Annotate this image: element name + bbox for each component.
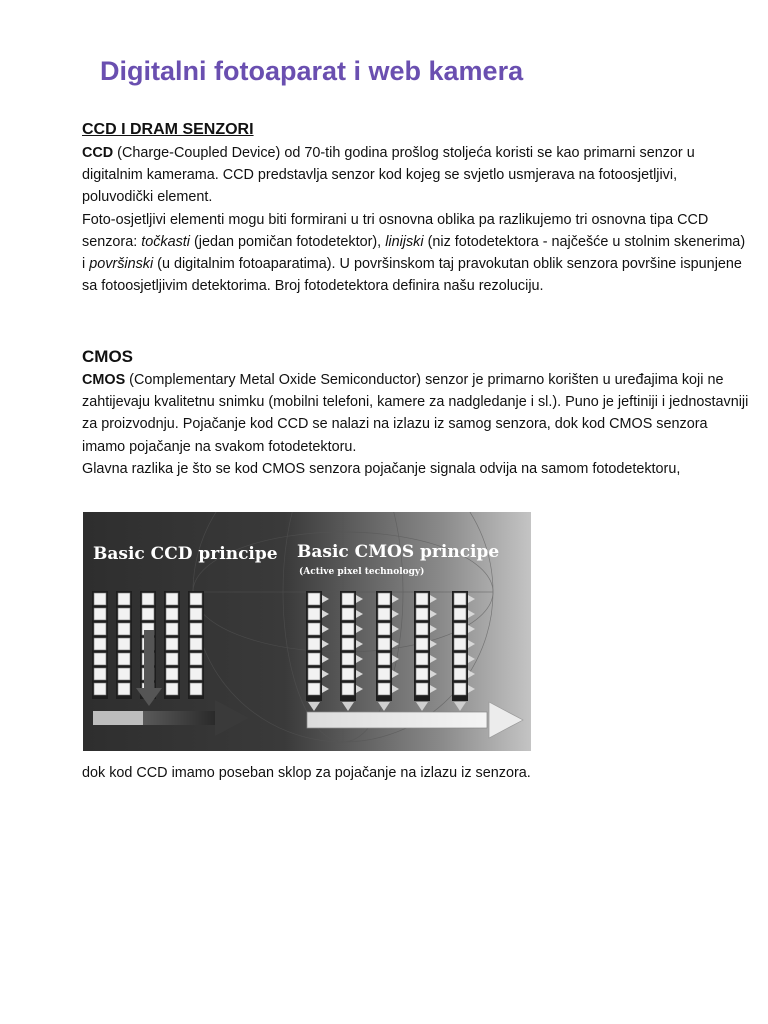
cmos-pixel: [378, 638, 390, 650]
ccd-pixel: [118, 638, 130, 650]
cmos-pixel: [454, 623, 466, 635]
cmos-pixel: [308, 608, 320, 620]
ccd-pixel: [118, 653, 130, 665]
cmos-pixel: [454, 638, 466, 650]
cmos-pixel: [308, 653, 320, 665]
cmos-paragraph-1-text: (Complementary Metal Oxide Semiconductor) senzor je primarno korišten u uređajima koji ne zahtijevaju kvalitetnu snimku (mobilni telefoni, kamere za nadgledanje i sl.). Puno je jeftiniji i jednostavniji za proizvodnju. Pojačanje kod CCD se nalazi na izlazu iz samog senzora, dok kod CMOS senzora imamo pojačanje na svakom fotodetektoru.: [82, 372, 749, 455]
cmos-diagram-sublabel: (Active pixel technology): [299, 567, 425, 577]
ccd-paragraph-1-text: (Charge-Coupled Device) od 70-tih godina prošlog stoljeća koristi se kao primarni senzor u digitalnim kamerama. CCD predstavlja senzor kod kojeg se svjetlo usmjerava na fotoosjetljivi, poluvodički element.: [82, 145, 695, 206]
ccd-pixel: [166, 608, 178, 620]
ccd-pixel: [166, 623, 178, 635]
ccd-term: CCD: [82, 145, 114, 161]
ccd-pixel: [166, 653, 178, 665]
ccd-diagram-label: Basic CCD principe: [93, 544, 278, 564]
ccd-pixel: [94, 608, 106, 620]
ccd-pixel: [166, 668, 178, 680]
cmos-pixel: [454, 593, 466, 605]
cmos-pixel: [308, 593, 320, 605]
cmos-pixel: [308, 623, 320, 635]
ccd-paragraph-2: [82, 209, 752, 298]
cmos-term: CMOS: [82, 372, 126, 388]
ccd-pixel: [142, 608, 154, 620]
cmos-pixel: [342, 638, 354, 650]
cmos-pixel: [378, 668, 390, 680]
cmos-pixel: [416, 683, 428, 695]
ccd-pixel: [94, 623, 106, 635]
ccd-heading: CCD I DRAM SENZORI: [82, 121, 254, 138]
ccd-pixel: [118, 608, 130, 620]
cmos-pixel: [378, 593, 390, 605]
ccd-p2-part1: Foto-osjetljivi elementi mogu biti formirani u tri osnovna oblika pa razlikujemo tri osnovna tipa CCD senzora:: [82, 211, 709, 250]
cmos-pixel: [342, 623, 354, 635]
ccd-pixel: [94, 593, 106, 605]
figure-caption: dok kod CCD imamo poseban sklop za pojačanje na izlazu iz senzora.: [82, 765, 531, 781]
ccd-pixel: [94, 653, 106, 665]
ccd-pixel: [190, 593, 202, 605]
ccd-cmos-diagram: [83, 512, 531, 751]
cmos-pixel: [308, 683, 320, 695]
cmos-pixel: [416, 608, 428, 620]
cmos-pixel: [416, 653, 428, 665]
ccd-type-area: površinski: [89, 256, 154, 273]
cmos-pixel: [378, 623, 390, 635]
ccd-type-linear: linijski: [385, 233, 424, 250]
cmos-diagram-label: Basic CMOS principe: [297, 542, 500, 562]
ccd-pixel: [94, 668, 106, 680]
ccd-p2-part4: (u digitalnim fotoaparatima). U površinskom taj pravokutan oblik senzora površine ispunjene sa fotoosjetljivim detektorima. Broj fotodetektora definira našu rezoluciju.: [82, 256, 742, 295]
cmos-pixel: [454, 653, 466, 665]
cmos-pixel: [308, 668, 320, 680]
cmos-pixel: [342, 668, 354, 680]
cmos-pixel: [342, 593, 354, 605]
cmos-pixel: [416, 638, 428, 650]
ccd-type-point: točkasti: [141, 233, 190, 250]
ccd-paragraph-1: [82, 142, 752, 209]
ccd-pixel-column: [164, 591, 180, 699]
ccd-pixel: [166, 638, 178, 650]
ccd-pixel: [190, 638, 202, 650]
ccd-pixel: [166, 593, 178, 605]
ccd-pixel: [166, 683, 178, 695]
page-title: Digitalni fotoaparat i web kamera: [100, 56, 524, 86]
cmos-paragraph-1: [82, 369, 752, 458]
cmos-pixel: [454, 608, 466, 620]
cmos-pixel: [416, 593, 428, 605]
ccd-pixel: [118, 668, 130, 680]
cmos-pixel: [342, 608, 354, 620]
ccd-p2-part3: (niz fotodetektora - najčešće u stolnim skenerima) i: [82, 233, 746, 273]
ccd-pixel: [190, 668, 202, 680]
cmos-pixel: [378, 683, 390, 695]
ccd-p2-part2: (jedan pomičan fotodetektor),: [190, 233, 386, 250]
ccd-pixel: [94, 638, 106, 650]
cmos-pixel: [308, 638, 320, 650]
cmos-pixel: [342, 653, 354, 665]
ccd-pixel: [142, 593, 154, 605]
cmos-pixel: [454, 683, 466, 695]
cmos-pixel: [416, 668, 428, 680]
ccd-pixel: [94, 683, 106, 695]
ccd-pixel: [118, 683, 130, 695]
ccd-pixel-column: [188, 591, 204, 699]
cmos-pixel: [378, 653, 390, 665]
ccd-pixel-column: [92, 591, 108, 699]
ccd-pixel: [190, 653, 202, 665]
cmos-paragraph-2: Glavna razlika je što se kod CMOS senzora pojačanje signala odvija na samom fotodetektoru,: [82, 460, 681, 477]
ccd-section: [82, 120, 752, 297]
cmos-pixel: [416, 623, 428, 635]
ccd-pixel: [190, 683, 202, 695]
ccd-pixel: [190, 608, 202, 620]
cmos-pixel: [342, 683, 354, 695]
ccd-pixel: [118, 623, 130, 635]
cmos-heading: CMOS: [82, 347, 133, 366]
ccd-pixel: [118, 593, 130, 605]
ccd-pixel: [190, 623, 202, 635]
cmos-pixel: [454, 668, 466, 680]
cmos-pixel: [378, 608, 390, 620]
cmos-section: [82, 347, 752, 480]
ccd-pixel-column: [116, 591, 132, 699]
